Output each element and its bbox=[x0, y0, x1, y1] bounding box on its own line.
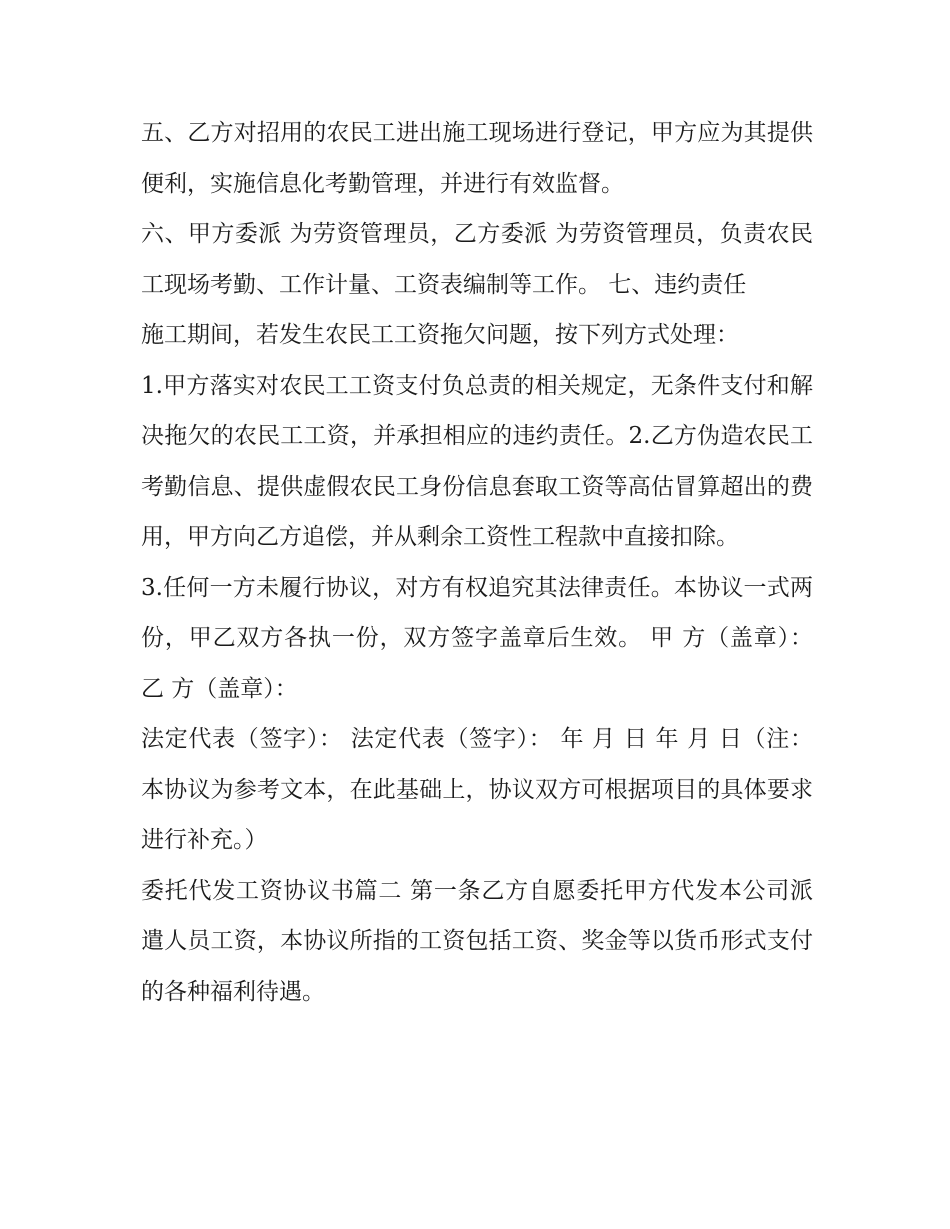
paragraph-agreement-two: 委托代发工资协议书篇二 第一条乙方自愿委托甲方代发本公司派遣人员工资，本协议所指的工资包括工资、奖金等以货币形式支付的各种福利待遇。 bbox=[141, 877, 813, 1005]
paragraph-item-one-two: 1.甲方落实对农民工工资支付负总责的相关规定，无条件支付和解决拖欠的农民工工资，并承担相应的违约责任。2.乙方伪造农民工考勤信息、提供虚假农民工身份信息套取工资等高估冒算超出的费用，甲方向乙方追偿，并从剩余工资性工程款中直接扣除。 bbox=[141, 372, 813, 550]
paragraph-clause-six: 六、甲方委派 为劳资管理员，乙方委派 为劳资管理员，负责农民工现场考勤、工作计量、工资表编制等工作。 七、违约责任 bbox=[141, 221, 813, 298]
paragraph-clause-five: 五、乙方对招用的农民工进出施工现场进行登记，甲方应为其提供便利，实施信息化考勤管理，并进行有效监督。 bbox=[141, 120, 813, 197]
paragraph-legal-representatives-note: 法定代表（签字）： 法定代表（签字）： 年 月 日 年 月 日（注：本协议为参考文本，在此基础上，协议双方可根据项目的具体要求进行补充。） bbox=[141, 726, 813, 853]
paragraph-arrears-handling: 施工期间，若发生农民工工资拖欠问题，按下列方式处理： bbox=[141, 322, 739, 348]
document-body bbox=[141, 108, 813, 1017]
paragraph-item-three-signatures: 3.任何一方未履行协议，对方有权追究其法律责任。本协议一式两份，甲乙双方各执一份，双方签字盖章后生效。 甲 方（盖章）： 乙 方（盖章）： bbox=[141, 574, 813, 702]
